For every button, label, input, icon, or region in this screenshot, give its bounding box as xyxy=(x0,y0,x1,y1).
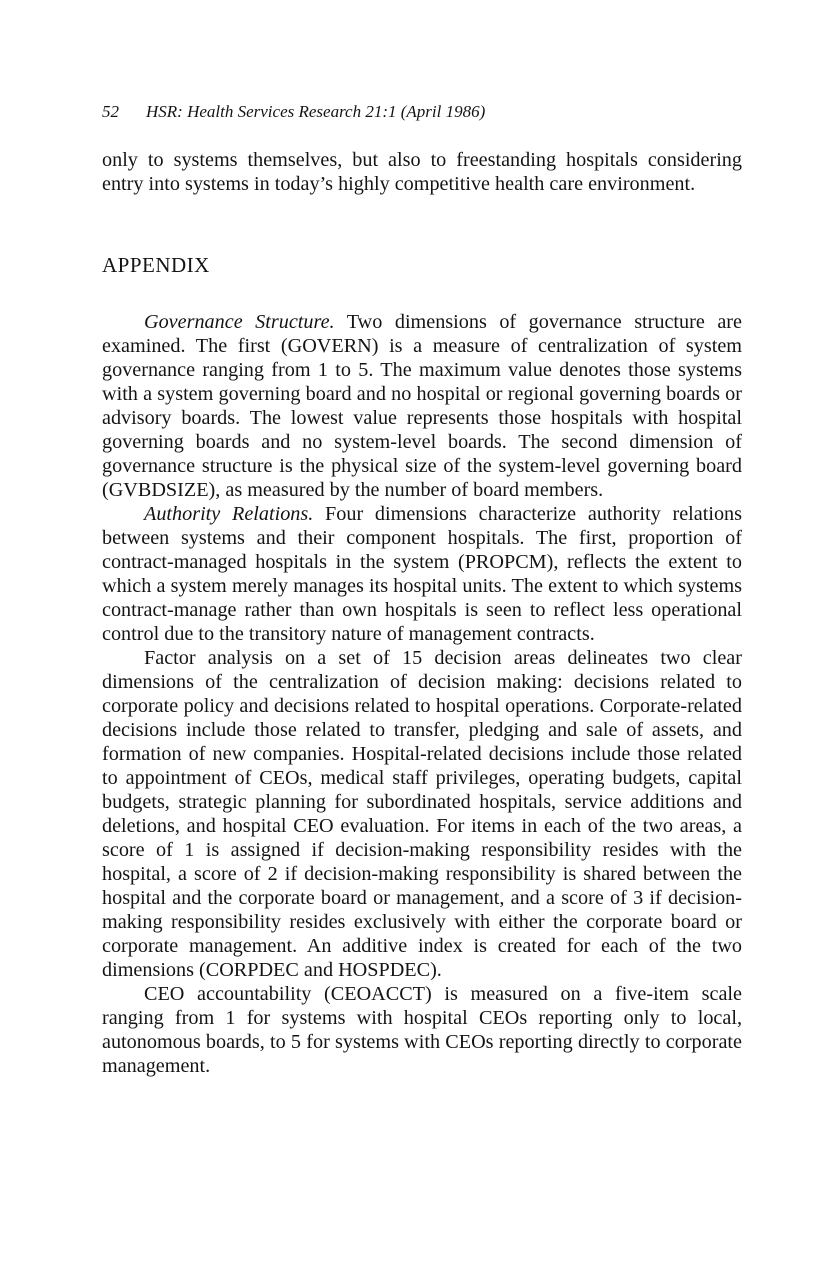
continuation-paragraph: only to systems themselves, but also to freestanding hospitals considering entry into systems in today’s highly competitive health care environment. xyxy=(102,149,742,195)
governance-paragraph xyxy=(102,310,742,502)
page-number: 52 xyxy=(102,102,119,121)
authority-run-in-heading: Authority Relations. xyxy=(144,503,314,525)
ceo-accountability-paragraph: CEO accountability (CEOACCT) is measured on a five-item scale ranging from 1 for systems with hospital CEOs reporting only to local, autonomous boards, to 5 for systems with CEOs reporting directly to corporate management. xyxy=(102,983,742,1077)
governance-run-in-heading: Governance Structure. xyxy=(144,311,335,333)
factor-analysis-paragraph: Factor analysis on a set of 15 decision areas delineates two clear dimensions of the centralization of decision making: decisions related to corporate policy and decisions related to hospital operations. Corporate-related decisions include those related to transfer, pledging and sale of assets, and formation of new companies. Hospital-related decisions include those related to appointment of CEOs, medical staff privileges, operating budgets, capital budgets, strategic planning for subordinated hospitals, service additions and deletions, and hospital CEO evaluation. For items in each of the two areas, a score of 1 is assigned if decision-making responsibility resides with the hospital, a score of 2 if decision-making responsibility is shared between the hospital and the corporate board or management, and a score of 3 if decision-making responsibility resides exclusively with either the corporate board or corporate management. An additive index is created for each of the two dimensions (CORPDEC and HOSPDEC). xyxy=(102,647,742,981)
journal-citation: HSR: Health Services Research 21:1 (April 1986) xyxy=(146,102,486,121)
page xyxy=(102,100,742,1078)
authority-text: Four dimensions characterize authority relations between systems and their component hospitals. The first, proportion of contract-managed hospitals in the system (PROPCM), reflects the extent to which a system merely manages its hospital units. The extent to which systems contract-manage rather than own hospitals is seen to reflect less operational control due to the transitory nature of management contracts. xyxy=(102,503,743,645)
appendix-heading: APPENDIX xyxy=(102,253,210,277)
authority-paragraph xyxy=(102,502,742,646)
governance-text: Two dimensions of governance structure are examined. The first (GOVERN) is a measure of centralization of system governance ranging from 1 to 5. The maximum value denotes those systems with a system governing board and no hospital or regional governing boards or advisory boards. The lowest value represents those hospitals with hospital governing boards and no system-level boards. The second dimension of governance structure is the physical size of the system-level governing board (GVBDSIZE), as measured by the number of board members. xyxy=(102,311,742,501)
running-head xyxy=(102,100,742,124)
